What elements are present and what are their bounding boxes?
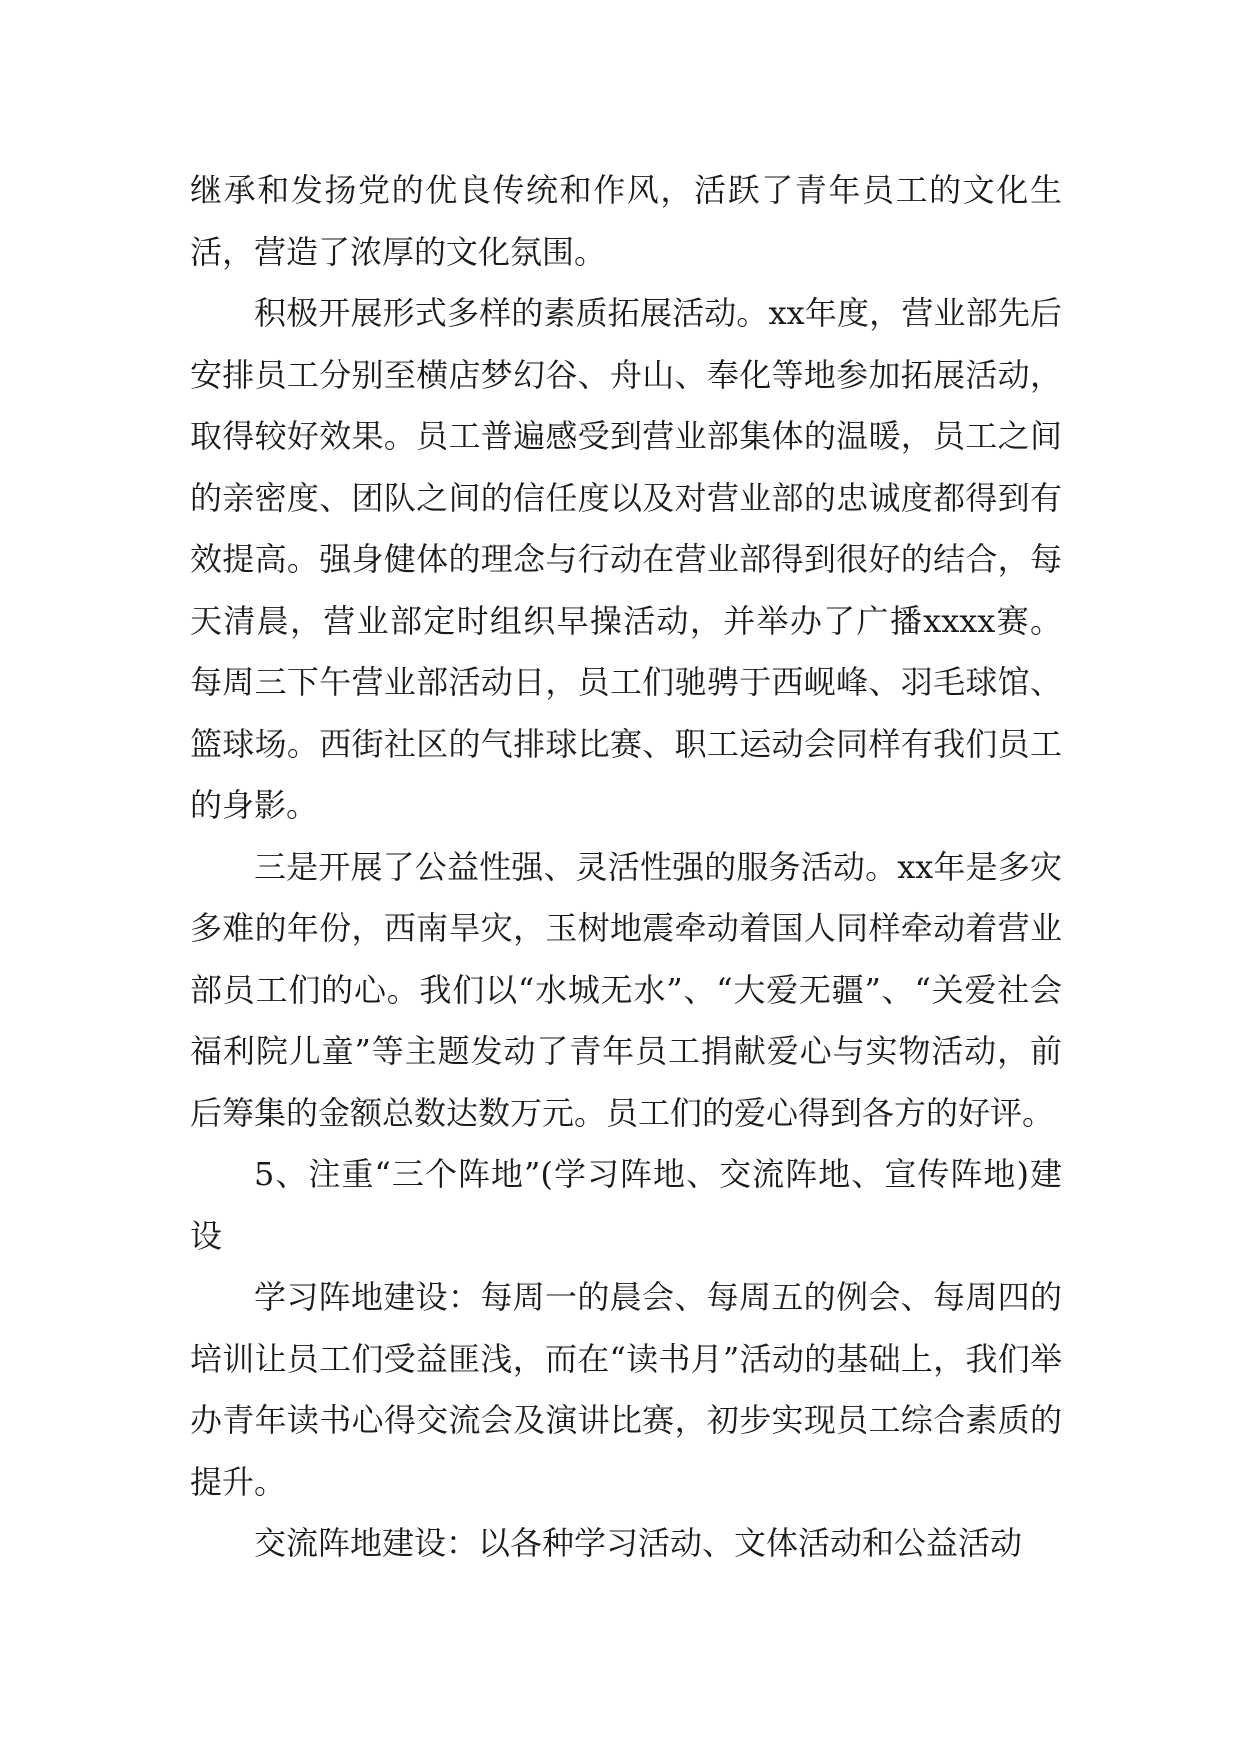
paragraph-5: 学习阵地建设：每周一的晨会、每周五的例会、每周四的培训让员工们受益匪浅，而在“读书月”活动的基础上，我们举办青年读书心得交流会及演讲比赛，初步实现员工综合素质的提升。 xyxy=(190,1278,1062,1501)
paragraph-6: 交流阵地建设：以各种学习活动、文体活动和公益活动 xyxy=(254,1524,1023,1562)
paragraph-3: 三是开展了公益性强、灵活性强的服务活动。xx年是多灾多难的年份，西南旱灾，玉树地震牵动着国人同样牵动着营业部员工们的心。我们以“水城无水”、“大爱无疆”、“关爱社会福利院儿童”等主题发动了青年员工捐献爱心与实物活动，前后筹集的金额总数达数万元。员工们的爱心得到各方的好评。 xyxy=(190,847,1062,1132)
document-body xyxy=(190,160,1062,1575)
paragraph-2: 积极开展形式多样的素质拓展活动。xx年度，营业部先后安排员工分别至横店梦幻谷、舟山、奉化等地参加拓展活动，取得较好效果。员工普遍感受到营业部集体的温暖，员工之间的亲密度、团队之间的信任度以及对营业部的忠诚度都得到有效提高。强身健体的理念与行动在营业部得到很好的结合，每天清晨，营业部定时组织早操活动，并举办了广播xxxx赛。每周三下午营业部活动日，员工们驰骋于西岘峰、羽毛球馆、篮球场。西街社区的气排球比赛、职工运动会同样有我们员工的身影。 xyxy=(190,294,1062,824)
paragraph-4-heading: 5、注重“三个阵地”(学习阵地、交流阵地、宣传阵地)建设 xyxy=(190,1155,1062,1255)
paragraph-1: 继承和发扬党的优良传统和作风，活跃了青年员工的文化生活，营造了浓厚的文化氛围。 xyxy=(190,171,1062,271)
